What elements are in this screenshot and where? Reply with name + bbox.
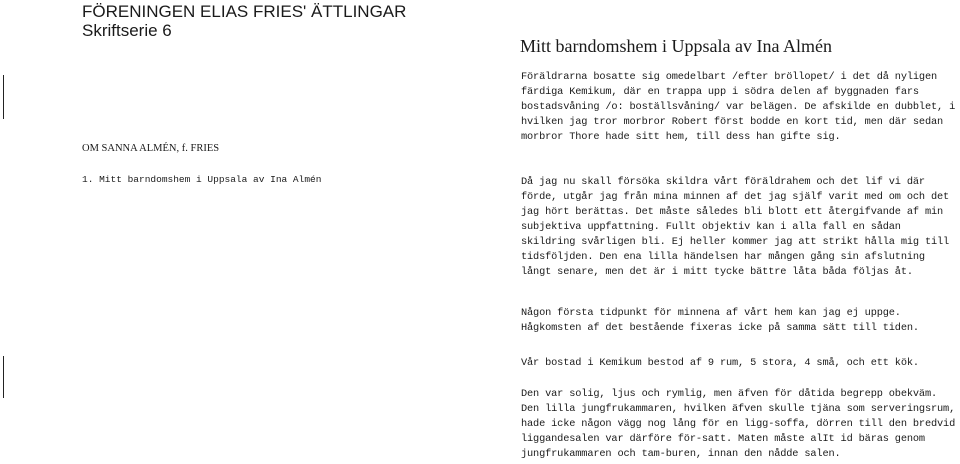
paragraph: Då jag nu skall försöka skildra vårt föräldrahem och det lif vi där förde, utgår jag från mina minnen af det jag själf varit med om och det jag hört berättas. Det måste således bli blott ett återgifvande af min subjektiva uppfattning. Fullt objektiv kan i alla fall en sådan skildring svårligen bli. Ej heller kommer jag att strikt hålla mig till tidsföljden. Den ena lilla händelsen har mången gång sin afslutning långt senare, men det är i mitt tycke bättre låta båda följas åt. bbox=[521, 176, 950, 278]
margin-rule-top bbox=[3, 75, 4, 119]
paragraph: Någon första tidpunkt för minnena af vårt hem kan jag ej uppge. Hågkomsten af det bestående fixeras icke på samma sätt till tiden. bbox=[521, 307, 919, 334]
about-label: OM SANNA ALMÉN, f. FRIES bbox=[82, 143, 220, 154]
toc-entry: 1. Mitt barndomshem i Uppsala av Ina Almén bbox=[82, 174, 322, 185]
margin-rule-bottom bbox=[3, 356, 4, 398]
series-title: FÖRENINGEN ELIAS FRIES' ÄTTLINGAR bbox=[82, 2, 407, 21]
paragraph: Föräldrarna bosatte sig omedelbart /efter bröllopet/ i det då nyligen färdiga Kemikum, där en trappa upp i södra delen af byggnaden fars bostadsvåning /o: boställsvåning/ var belägen. De afskilde en dubblet, i hvilken jag tror morbror Robert först bodde en kort tid, men där sedan morbror Thore hade sitt hem, till dess han gifte sig. bbox=[521, 71, 956, 143]
series-subtitle: Skriftserie 6 bbox=[82, 21, 172, 40]
paragraph: Den var solig, ljus och rymlig, men äfven för dåtida begrepp obekväm. Den lilla jungfrukammaren, hvilken äfven skulle tjäna som serveringsrum, hade icke någon vägg nog lång för en ligg-soffa, dörren till den bredvid liggandesalen var därföre för-satt. Maten måste alIt id bäras genom jungfrukammaren och tam-buren, innan den nådde salen. bbox=[521, 388, 956, 460]
chapter-title: Mitt barndomshem i Uppsala av Ina Almén bbox=[520, 36, 832, 56]
series-header bbox=[82, 2, 406, 40]
paragraph: Vår bostad i Kemikum bestod af 9 rum, 5 stora, 4 små, och ett kök. bbox=[521, 357, 919, 369]
